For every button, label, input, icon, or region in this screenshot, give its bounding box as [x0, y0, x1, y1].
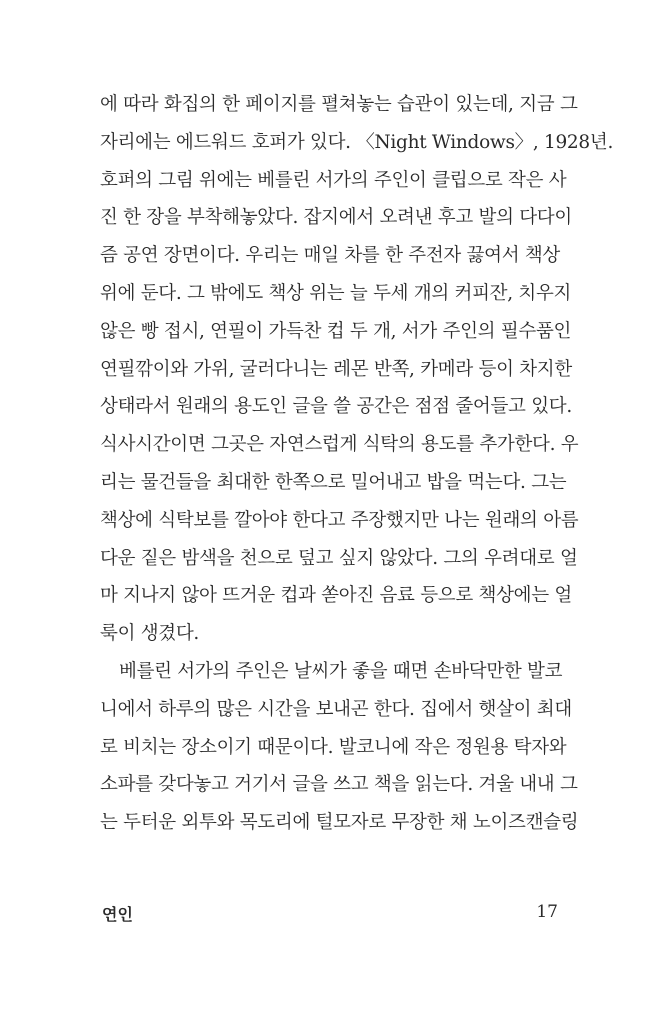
text-line: 연필깎이와 가위, 굴러다니는 레몬 반쪽, 카메라 등이 차지한 [100, 358, 572, 380]
text-line: 로 비치는 장소이기 때문이다. 발코니에 작은 정원용 탁자와 [100, 736, 567, 758]
text-line: 책상에 식탁보를 깔아야 한다고 주장했지만 나는 원래의 아름 [100, 509, 579, 531]
text-line: 베를린 서가의 주인은 날씨가 좋을 때면 손바닥만한 발코 [119, 660, 563, 682]
text-line: 진 한 장을 부착해놓았다. 잡지에서 오려낸 후고 발의 다다이 [100, 207, 572, 229]
text-line: 는 두터운 외투와 목도리에 털모자로 무장한 채 노이즈캔슬링 [100, 812, 579, 834]
page-number: 17 [536, 902, 558, 922]
text-line: 즘 공연 장면이다. 우리는 매일 차를 한 주전자 끓여서 책상 [100, 245, 560, 267]
body-text [100, 86, 614, 842]
text-line: 마 지나지 않아 뜨거운 컵과 쏟아진 음료 등으로 책상에는 얼 [100, 585, 572, 607]
text-line: 위에 둔다. 그 밖에도 책상 위는 늘 두세 개의 커피잔, 치우지 [100, 282, 572, 304]
text-line: 호퍼의 그림 위에는 베를린 서가의 주인이 클립으로 작은 사 [100, 169, 567, 191]
text-line: 소파를 갖다놓고 거기서 글을 쓰고 책을 읽는다. 겨울 내내 그 [100, 774, 578, 796]
running-footer-title: 연인 [102, 905, 133, 924]
text-line: 않은 빵 접시, 연필이 가득찬 컵 두 개, 서가 주인의 필수품인 [100, 320, 572, 342]
text-line: 룩이 생겼다. [100, 623, 200, 645]
text-line: 리는 물건들을 최대한 한쪽으로 밀어내고 밥을 먹는다. 그는 [100, 471, 567, 493]
text-line: 상태라서 원래의 용도인 글을 쓸 공간은 점점 줄어들고 있다. [100, 396, 572, 418]
text-line: 니에서 하루의 많은 시간을 보내곤 한다. 집에서 햇살이 최대 [100, 698, 572, 720]
text-line: 자리에는 에드워드 호퍼가 있다. 〈Night Windows〉, 1928년. [100, 131, 614, 153]
text-line: 식사시간이면 그곳은 자연스럽게 식탁의 용도를 추가한다. 우 [100, 434, 579, 456]
text-line: 에 따라 화집의 한 페이지를 펼쳐놓는 습관이 있는데, 지금 그 [100, 94, 578, 115]
text-line: 다운 짙은 밤색을 천으로 덮고 싶지 않았다. 그의 우려대로 얼 [100, 547, 578, 569]
